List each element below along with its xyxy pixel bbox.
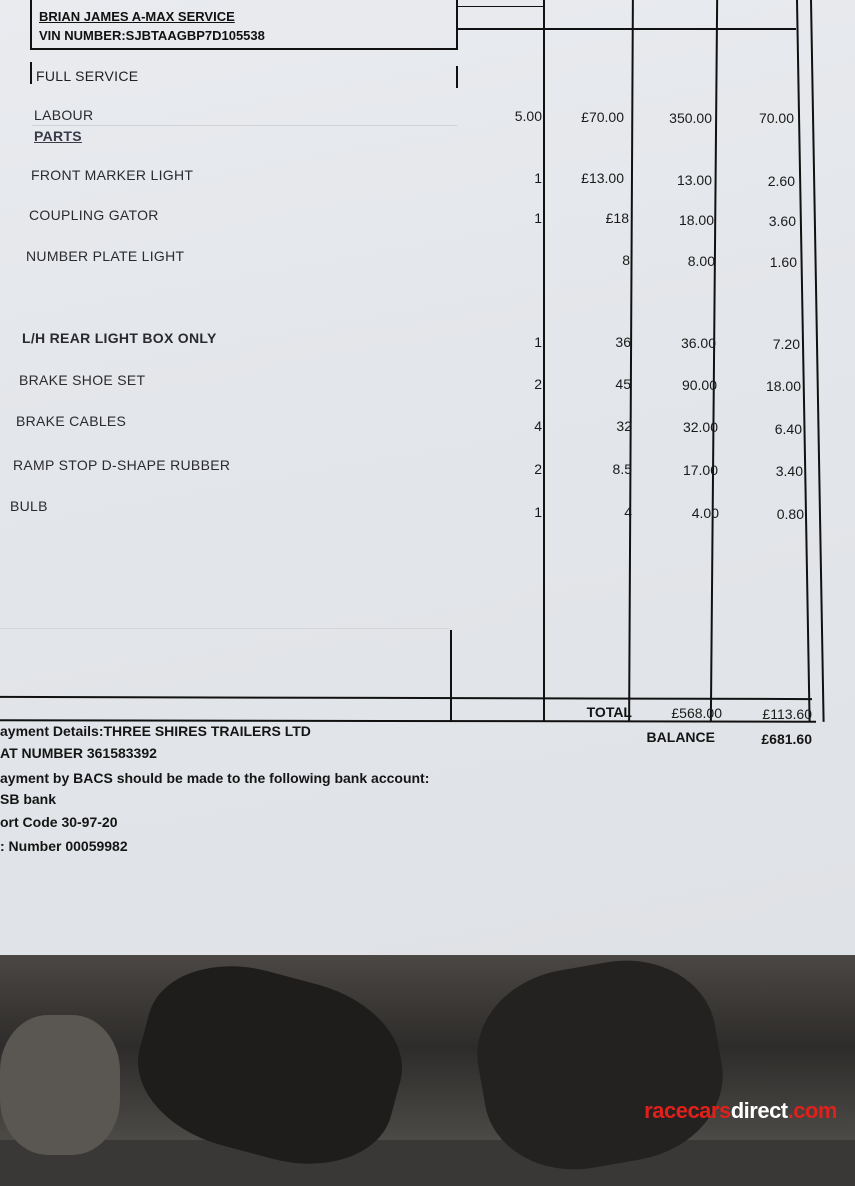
part-unit: £18 bbox=[605, 210, 629, 226]
part-qty: 4 bbox=[534, 418, 542, 434]
desc-right-tick bbox=[456, 66, 458, 88]
column-line-net-left bbox=[710, 0, 718, 722]
desc-left-tick bbox=[30, 62, 32, 84]
total-label: TOTAL bbox=[586, 704, 632, 720]
watermark-part-2: direct bbox=[730, 1098, 788, 1123]
part-qty: 1 bbox=[534, 170, 542, 186]
labour-vat: 70.00 bbox=[758, 110, 794, 126]
part-label: COUPLING GATOR bbox=[29, 207, 159, 223]
part-net: 18.00 bbox=[678, 212, 714, 228]
section-title: FULL SERVICE bbox=[36, 68, 139, 84]
site-watermark bbox=[644, 1098, 837, 1124]
part-net: 4.00 bbox=[691, 505, 719, 521]
shadow-shape bbox=[121, 944, 419, 1185]
faint-rule-2 bbox=[0, 628, 450, 629]
table-bottom-rule bbox=[0, 696, 812, 700]
vin-line: VIN NUMBER:SJBTAAGBP7D105538 bbox=[39, 28, 265, 43]
part-net: 90.00 bbox=[681, 377, 717, 393]
watermark-part-3: .com bbox=[787, 1098, 837, 1123]
watermark-part-1: racecars bbox=[644, 1098, 731, 1123]
part-unit: £13.00 bbox=[581, 170, 624, 186]
part-qty: 1 bbox=[534, 210, 542, 226]
header-box-right bbox=[456, 0, 458, 50]
labour-label: LABOUR bbox=[34, 107, 94, 123]
part-label: BRAKE CABLES bbox=[16, 413, 127, 429]
shadow-shape bbox=[0, 1015, 120, 1155]
payment-line: : Number 00059982 bbox=[0, 838, 128, 854]
header-top-rule-left bbox=[458, 6, 544, 7]
part-vat: 18.00 bbox=[765, 378, 801, 394]
total-net: £568.00 bbox=[671, 705, 722, 721]
part-vat: 2.60 bbox=[767, 173, 795, 189]
part-unit: 36 bbox=[615, 334, 631, 350]
labour-qty: 5.00 bbox=[514, 108, 542, 124]
header-box-bottom bbox=[30, 48, 458, 50]
parts-heading: PARTS bbox=[34, 128, 82, 144]
part-net: 8.00 bbox=[687, 253, 715, 269]
part-vat: 3.60 bbox=[768, 213, 796, 229]
faint-rule-1 bbox=[32, 125, 457, 126]
part-qty: 2 bbox=[534, 376, 542, 392]
column-line-qty-left bbox=[543, 0, 545, 722]
payment-line: AT NUMBER 361583392 bbox=[0, 745, 157, 761]
desc-bottom-divider bbox=[450, 630, 452, 722]
part-unit: 8.5 bbox=[612, 461, 632, 477]
part-label: FRONT MARKER LIGHT bbox=[31, 167, 194, 183]
balance-label: BALANCE bbox=[646, 729, 715, 745]
total-right-border bbox=[810, 0, 825, 722]
balance-value: £681.60 bbox=[761, 731, 812, 747]
header-top-rule bbox=[458, 28, 796, 30]
payment-line: ayment Details:THREE SHIRES TRAILERS LTD bbox=[0, 723, 311, 739]
part-label: L/H REAR LIGHT BOX ONLY bbox=[22, 330, 217, 346]
labour-unit: £70.00 bbox=[581, 109, 624, 125]
part-vat: 1.60 bbox=[769, 254, 797, 270]
part-label: BULB bbox=[10, 498, 48, 514]
payment-line: ayment by BACS should be made to the following bank account: bbox=[0, 770, 430, 786]
part-qty: 1 bbox=[534, 334, 542, 350]
part-unit: 45 bbox=[615, 376, 631, 392]
part-vat: 6.40 bbox=[774, 421, 802, 437]
column-line-vat-right bbox=[796, 0, 811, 722]
part-vat: 3.40 bbox=[775, 463, 803, 479]
labour-net: 350.00 bbox=[669, 110, 712, 126]
part-net: 32.00 bbox=[682, 419, 718, 435]
part-label: RAMP STOP D-SHAPE RUBBER bbox=[13, 457, 231, 473]
part-net: 36.00 bbox=[680, 335, 716, 351]
payment-line: ort Code 30-97-20 bbox=[0, 814, 118, 830]
part-qty: 1 bbox=[534, 504, 542, 520]
part-unit: 4 bbox=[624, 504, 632, 520]
column-line-unit-left bbox=[628, 0, 634, 722]
header-box-left bbox=[30, 0, 32, 50]
payment-line: SB bank bbox=[0, 791, 57, 807]
shadow-shape bbox=[464, 946, 735, 1185]
part-unit: 32 bbox=[616, 418, 632, 434]
part-vat: 0.80 bbox=[776, 506, 804, 522]
part-qty: 2 bbox=[534, 461, 542, 477]
total-vat: £113.60 bbox=[762, 706, 812, 722]
part-label: BRAKE SHOE SET bbox=[19, 372, 146, 388]
part-vat: 7.20 bbox=[772, 336, 800, 352]
part-net: 13.00 bbox=[676, 172, 712, 188]
customer-line: BRIAN JAMES A-MAX SERVICE bbox=[39, 9, 235, 24]
part-label: NUMBER PLATE LIGHT bbox=[26, 248, 185, 264]
part-unit: 8 bbox=[622, 252, 630, 268]
part-net: 17.00 bbox=[682, 462, 718, 478]
